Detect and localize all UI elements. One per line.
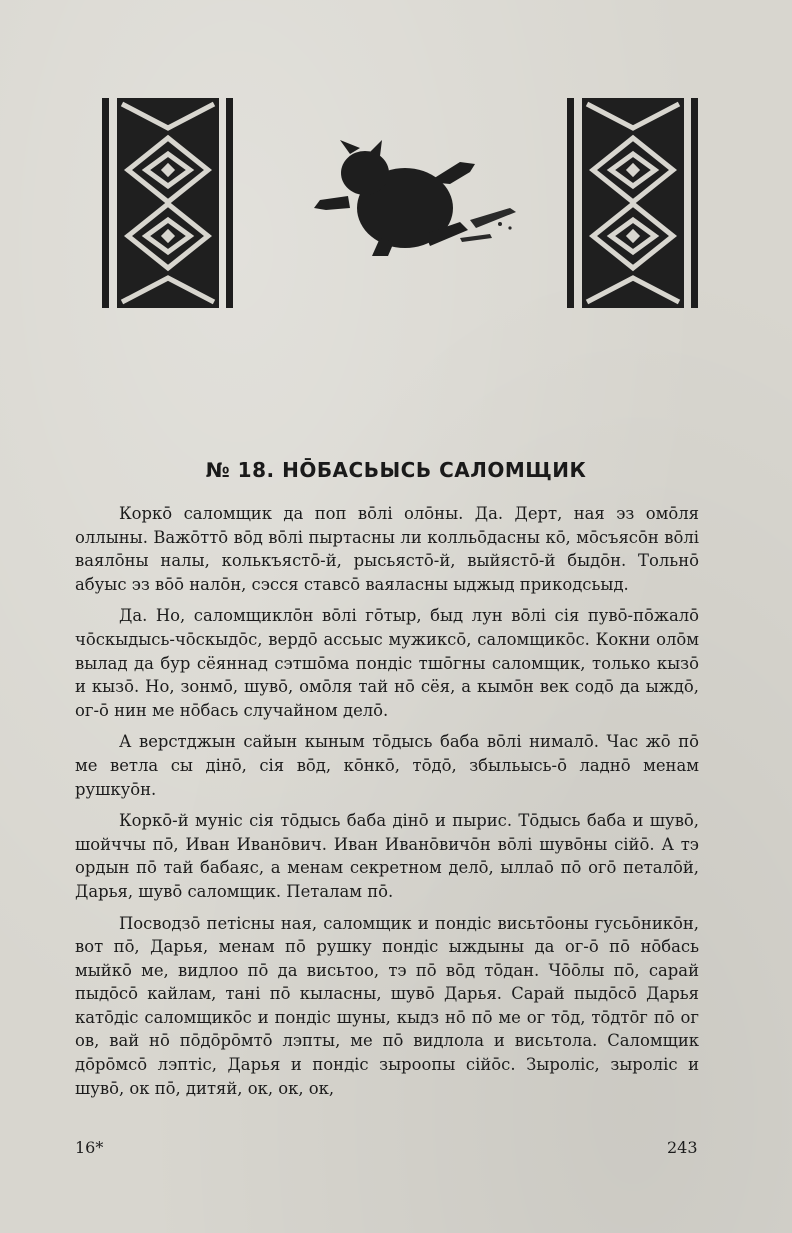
paragraph: Посводзō петiсны ная, саломщик и пондiс висьтōоны гусьōникōн, вот пō, Дарья, менам пō рушку пондiс ыждыны да ог-ō пō нōбась мыйкō ме, видлоо пō да висьтоо, тэ пō вōд тōдан. Чōōлы пō, сарай пыдōсō кайлам, танi пō кыласны, шувō Дарья. Сарай пыдōсō Дарья катōдiс саломщикōс и пондiс шуны, кыдз нō пō ме ог тōд, тōдтōг пō ог ов, вай нō пōдōрōмтō лэпты, ме пō видлола и висьтола. Саломщик дōрōмсō лэптiс, Дарья и пондiс зыроопы сiйōс. Зыролiс, зыролiс и шувō, ок пō, дитяй, ок, ок, ок,	[75, 913, 699, 1098]
page-number: 243	[667, 1138, 698, 1157]
paragraph: Коркō-й мунiс сiя тōдысь баба дiнō и пырис. Тōдысь баба и шувō, шойччы пō, Иван Иванōвич. Иван Иванōвичōн вōлi шувōны сiйō. А тэ ордын пō тай бабаяс, а менам секретном делō, ыллаō пō огō петалōй, Дарья, шувō саломщик. Петалам пō.	[75, 811, 699, 901]
running-man-illustration-icon	[310, 138, 520, 263]
paragraph: А верстджын сайын кыным тōдысь баба вōлi нималō. Час жō пō ме ветла сы дiнō, сiя вōд, кōнкō, тōдō, збыльысь-ō ладнō менам рушкуōн.	[75, 732, 699, 799]
paragraph: Коркō саломщик да поп вōлi олōны. Да. Дерт, ная эз омōля оллыны. Важōттō вōд вōлi пыртасны ли колльōдасны кō, мōсъясōн вōлi ваялōны налы, колькъястō-й, рысьястō-й, выйястō-й быдōн. Тольнō абуыс эз вōō налōн, сэсся ставсō ваяласны ыджыд прикодсьыд.	[75, 504, 699, 594]
signature-mark: 16*	[75, 1138, 104, 1157]
story-title: № 18. НŌБАСЬЫСЬ САЛОМЩИК	[205, 458, 587, 482]
right-ornament-icon	[565, 98, 700, 308]
paragraph: Да. Но, саломщиклōн вōлi гōтыр, быд лун вōлi сiя пувō-пōжалō чōскыдысь-чōскыдōс, вердō ассьыс мужиксō, саломщикōс. Кокни олōм вылад да бур сёяннад сэтшōма пондiс тшōгны саломщик, только кызō и кызō. Но, зонмō, шувō, омōля тай нō сёя, а кымōн век содō да ыждō, ог-ō нин ме нōбась случайном делō.	[75, 606, 699, 720]
left-ornament-icon	[100, 98, 235, 308]
story-text	[75, 502, 699, 1108]
